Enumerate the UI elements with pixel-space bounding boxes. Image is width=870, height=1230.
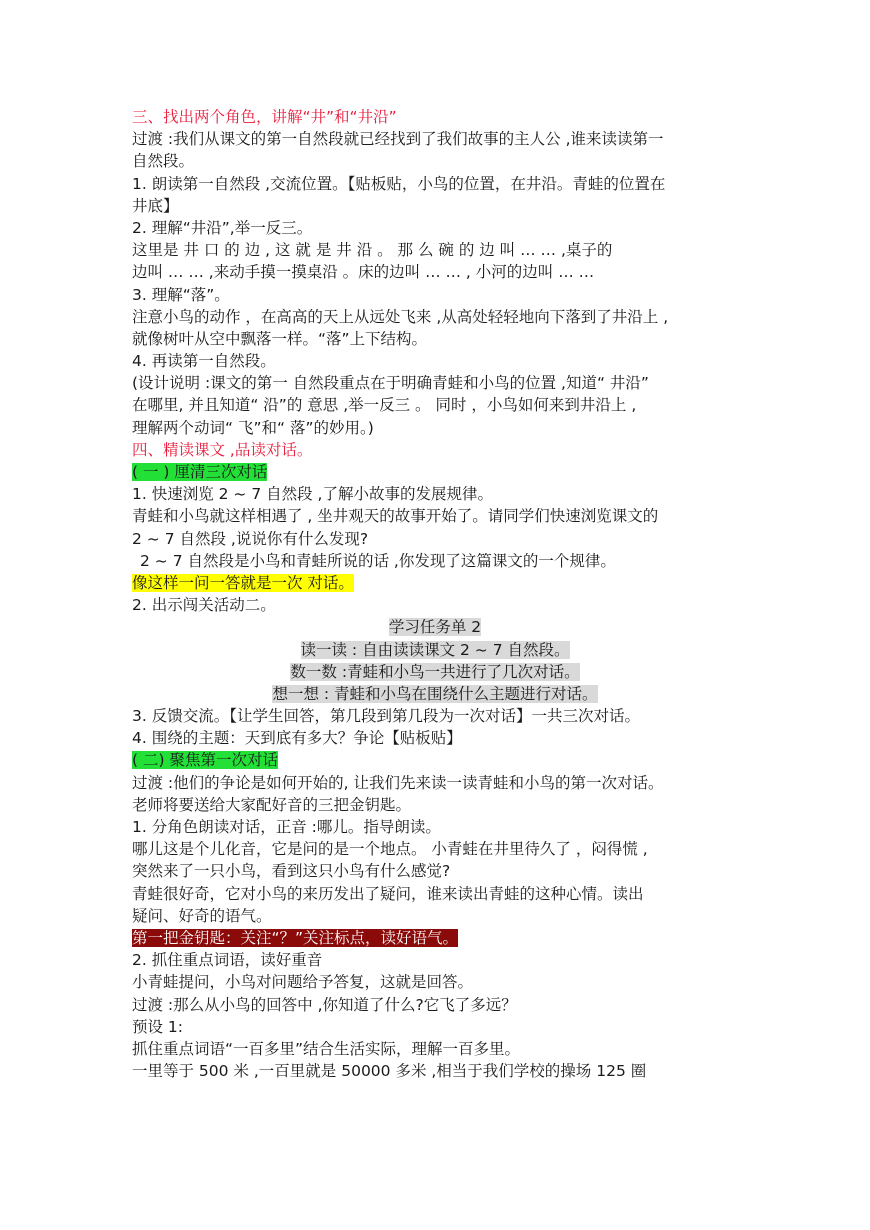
text-line: 疑问、好奇的语气。: [132, 906, 272, 925]
section-heading-3: 三、找出两个角色，讲解“井”和“井沿”: [132, 108, 397, 126]
text-line: 井底】: [132, 196, 179, 215]
subheading-highlight-2: ( 二) 聚焦第一次对话: [132, 751, 278, 770]
subheading-highlight-1: ( 一 ) 厘清三次对话: [132, 463, 268, 481]
task-sheet-title: 学习任务单 2: [388, 618, 482, 637]
text-line: 注意小鸟的动作 ，在高高的天上从远处飞来 ,从高处轻轻地向下落到了井沿上 ,: [132, 307, 669, 326]
text-line: 1. 快速浏览 2 ~ 7 自然段 ,了解小故事的发展规律。: [132, 485, 493, 504]
golden-key-1-highlight: 第一把金钥匙：关注“？”关注标点，读好语气。: [132, 928, 459, 947]
text-line: 3. 反馈交流。【让学生回答，第几段到第几段为一次对话】一共三次对话。: [132, 707, 640, 726]
text-line: 1. 分角色朗读对话，正音 :哪儿。指导朗读。: [132, 818, 441, 836]
text-line: 青蛙和小鸟就这样相遇了 , 坐井观天的故事开始了。请同学们快速浏览课文的: [132, 507, 659, 526]
design-note-line: 理解两个动词“ 飞”和“ 落”的妙用。): [132, 418, 374, 437]
text-line: 预设 1:: [132, 1017, 184, 1036]
text-line: 老师将要送给大家配好音的三把金钥匙。: [132, 795, 412, 814]
text-line: 2 ~ 7 自然段 ,说说你有什么发现?: [132, 529, 369, 548]
design-note-line: (设计说明 :课文的第一 自然段重点在于明确青蛙和小鸟的位置 ,知道“ 井沿”: [132, 374, 649, 393]
text-line: 4. 再读第一自然段。: [132, 352, 276, 371]
text-line: 这里是 井 口 的 边 , 这 就 是 井 沿 。 那 么 碗 的 边 叫 … … ,桌子的: [132, 241, 613, 260]
text-line: 2. 出示闯关活动二。: [132, 596, 276, 615]
task-sheet-item: 读一读 : 自由读读课文 2 ~ 7 自然段。: [300, 640, 570, 659]
text-line: 边叫 … … ,来动手摸一摸桌沿 。床的边叫 … … , 小河的边叫 … …: [132, 263, 595, 282]
text-line: 过渡 :他们的争论是如何开始的, 让我们先来读一读青蛙和小鸟的第一次对话。: [132, 773, 664, 792]
yellow-highlight-line: 像这样一问一答就是一次 对话。: [132, 573, 354, 592]
text-line: 过渡 :那么从小鸟的回答中 ,你知道了什么?它飞了多远？: [132, 995, 517, 1014]
text-line: 2. 理解“井沿”,举一反三。: [132, 218, 313, 237]
text-line: 2. 抓住重点词语，读好重音: [132, 951, 323, 970]
text-line: 抓住重点词语“一百多里”结合生活实际，理解一百多里。: [132, 1039, 521, 1058]
task-sheet-item: 想一想 : 青蛙和小鸟在围绕什么主题进行对话。: [272, 684, 598, 703]
text-line: 2 ~ 7 自然段是小鸟和青蛙所说的话 ,你发现了这篇课文的一个规律。: [140, 551, 616, 570]
text-line: 就像树叶从空中飘落一样。“落”上下结构。: [132, 329, 428, 348]
text-line: 过渡 :我们从课文的第一自然段就已经找到了我们故事的主人公 ,谁来读读第一: [132, 130, 664, 149]
text-line: 青蛙很好奇，它对小鸟的来历发出了疑问，谁来读出青蛙的这种心情。读出: [132, 884, 644, 903]
design-note-line: 在哪里, 并且知道“ 沿”的 意思 ,举一反三 。 同时 ，小鸟如何来到井沿上 ,: [132, 396, 637, 415]
text-line: 1. 朗读第一自然段 ,交流位置。【贴板贴，小鸟的位置，在井沿。青蛙的位置在: [132, 174, 666, 193]
text-line: 哪儿这是个儿化音，它是问的是一个地点。 小青蛙在井里待久了 ，闷得慌 ,: [132, 840, 648, 859]
text-line: 4. 围绕的主题：天到底有多大？争论【贴板贴】: [132, 729, 462, 748]
text-line: 自然段。: [132, 152, 195, 171]
text-line: 小青蛙提问，小鸟对问题给予答复，这就是回答。: [132, 973, 474, 992]
text-line: 3. 理解“落”。: [132, 285, 230, 304]
text-line: 突然来了一只小鸟，看到这只小鸟有什么感觉?: [132, 862, 451, 881]
section-heading-4: 四、精读课文 ,品读对话。: [132, 440, 313, 459]
task-sheet-item: 数一数 :青蛙和小鸟一共进行了几次对话。: [290, 662, 580, 681]
text-line: 一里等于 500 米 ,一百里就是 50000 多米 ,相当于我们学校的操场 125 圈: [132, 1062, 647, 1081]
